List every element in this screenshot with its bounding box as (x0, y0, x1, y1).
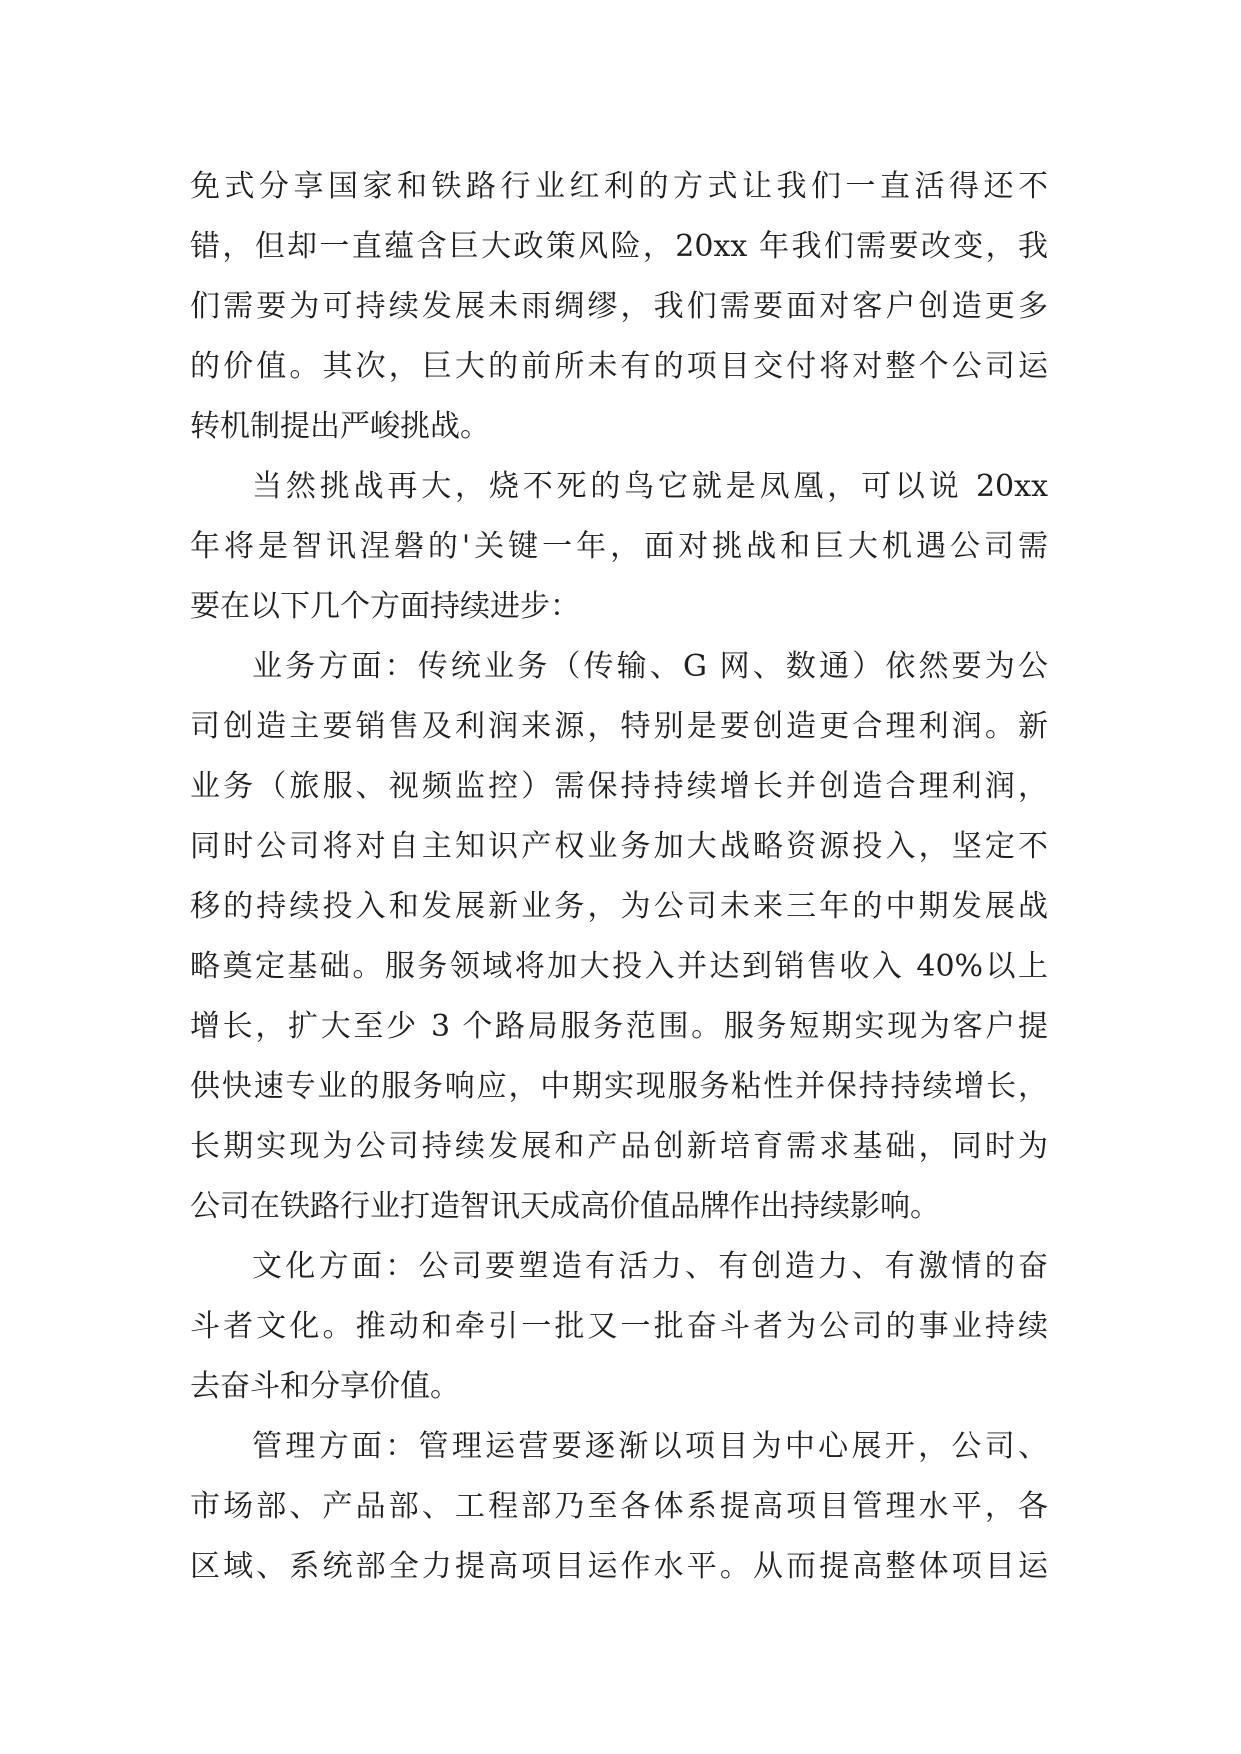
text-line: 们需要为可持续发展未雨绸缪，我们需要面对客户创造更多 (190, 289, 1048, 324)
text-line: 移的持续投入和发展新业务，为公司未来三年的中期发展战 (190, 889, 1048, 924)
paragraph-first-line: 当然挑战再大，烧不死的鸟它就是凤凰，可以说 20xx (252, 469, 1048, 504)
text-line: 司创造主要销售及利润来源，特别是要创造更合理利润。新 (190, 709, 1048, 744)
text-line: 公司在铁路行业打造智讯天成高价值品牌作出持续影响。 (190, 1189, 940, 1224)
text-line: 市场部、产品部、工程部乃至各体系提高项目管理水平，各 (190, 1489, 1048, 1524)
text-line: 免式分享国家和铁路行业红利的方式让我们一直活得还不 (190, 169, 1048, 204)
text-line: 同时公司将对自主知识产权业务加大战略资源投入，坚定不 (190, 829, 1048, 864)
paragraph-first-line: 业务方面：传统业务（传输、G 网、数通）依然要为公 (252, 649, 1048, 684)
text-line: 略奠定基础。服务领域将加大投入并达到销售收入 40%以上 (190, 949, 1048, 984)
text-line: 供快速专业的服务响应，中期实现服务粘性并保持持续增长， (190, 1069, 1048, 1104)
document-body (190, 157, 1048, 1597)
text-line: 业务（旅服、视频监控）需保持持续增长并创造合理利润， (190, 769, 1048, 804)
text-line: 区域、系统部全力提高项目运作水平。从而提高整体项目运 (190, 1549, 1048, 1584)
text-line: 去奋斗和分享价值。 (190, 1369, 460, 1404)
paragraph-first-line: 文化方面：公司要塑造有活力、有创造力、有激情的奋 (252, 1249, 1048, 1284)
text-line: 的价值。其次，巨大的前所未有的项目交付将对整个公司运 (190, 349, 1048, 384)
text-line: 增长，扩大至少 3 个路局服务范围。服务短期实现为客户提 (190, 1009, 1048, 1044)
text-line: 要在以下几个方面持续进步： (190, 589, 580, 624)
text-line: 长期实现为公司持续发展和产品创新培育需求基础，同时为 (190, 1129, 1048, 1164)
paragraph-first-line: 管理方面：管理运营要逐渐以项目为中心展开，公司、 (252, 1429, 1048, 1464)
text-line: 年将是智讯涅磐的'关键一年，面对挑战和巨大机遇公司需 (190, 529, 1048, 564)
text-line: 转机制提出严峻挑战。 (190, 409, 490, 444)
text-line: 错，但却一直蕴含巨大政策风险，20xx 年我们需要改变，我 (190, 229, 1048, 264)
text-line: 斗者文化。推动和牵引一批又一批奋斗者为公司的事业持续 (190, 1309, 1048, 1344)
